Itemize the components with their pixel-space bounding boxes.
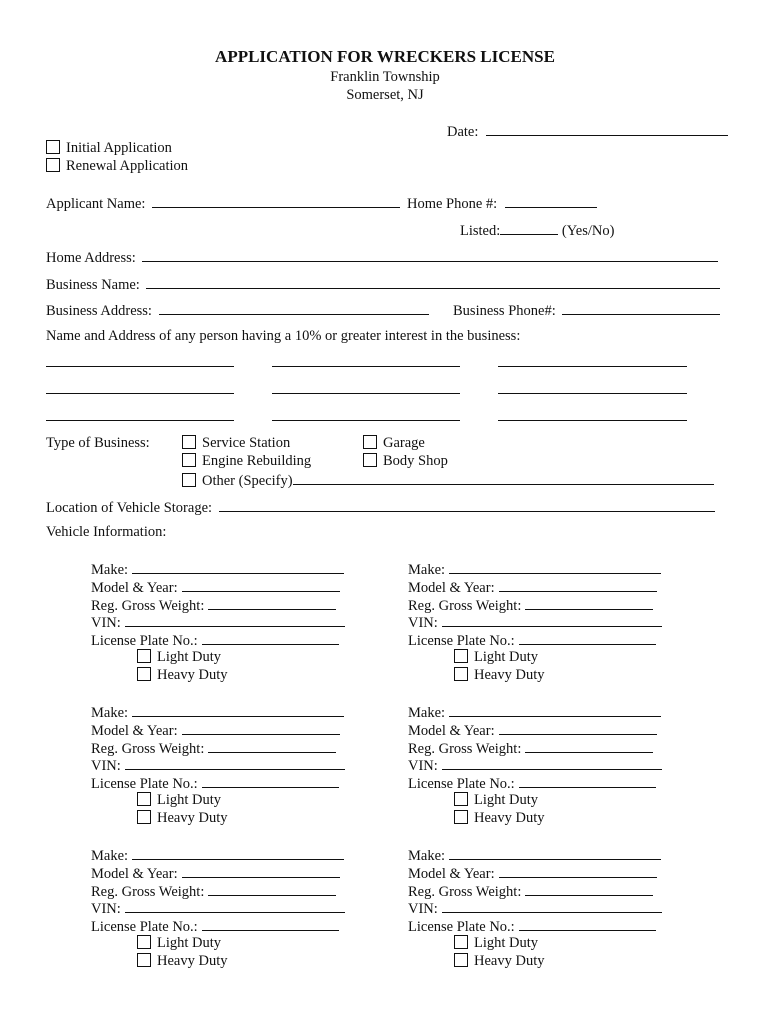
light-duty-label: Light Duty	[474, 649, 539, 665]
vin-label: VIN:	[91, 615, 121, 632]
garage-label: Garage	[383, 435, 425, 451]
business-name-label: Business Name:	[46, 277, 140, 293]
listed-row	[460, 220, 614, 240]
heavy-duty-label: Heavy Duty	[157, 952, 228, 969]
license-plate-field[interactable]	[202, 916, 339, 931]
applicant-name-label: Applicant Name:	[46, 196, 146, 212]
gross-weight-label: Reg. Gross Weight:	[408, 883, 522, 900]
business-type-label: Type of Business:	[46, 435, 150, 451]
business-phone-row	[453, 300, 720, 320]
license-plate-label: License Plate No.:	[408, 776, 515, 793]
interest-field[interactable]	[498, 366, 687, 367]
light-duty-checkbox[interactable]	[454, 935, 468, 949]
vehicle-info-label: Vehicle Information:	[46, 524, 167, 540]
initial-application-option[interactable]	[46, 139, 172, 157]
model-year-label: Model & Year:	[91, 865, 178, 882]
interest-field[interactable]	[498, 393, 687, 394]
heavy-duty-checkbox[interactable]	[454, 667, 468, 681]
other-specify-field[interactable]	[293, 470, 714, 485]
home-address-field[interactable]	[142, 247, 718, 262]
license-plate-label: License Plate No.:	[408, 633, 515, 650]
gross-weight-label: Reg. Gross Weight:	[408, 740, 522, 757]
make-label: Make:	[91, 705, 129, 721]
renewal-application-option[interactable]	[46, 157, 188, 175]
license-plate-label: License Plate No.:	[91, 919, 198, 936]
light-duty-checkbox[interactable]	[137, 649, 151, 663]
model-year-label: Model & Year:	[91, 722, 178, 739]
business-address-field[interactable]	[159, 300, 429, 315]
storage-field[interactable]	[219, 497, 715, 512]
gross-weight-field[interactable]	[208, 738, 336, 753]
business-address-row	[46, 300, 429, 320]
light-duty-label: Light Duty	[157, 649, 222, 665]
vin-field[interactable]	[442, 612, 662, 627]
body-shop-label: Body Shop	[383, 453, 448, 469]
other-label: Other (Specify)	[202, 473, 293, 489]
vin-field[interactable]	[125, 755, 345, 770]
home-address-row	[46, 247, 718, 267]
license-plate-label: License Plate No.:	[91, 776, 198, 793]
make-label: Make:	[408, 705, 446, 721]
model-year-field[interactable]	[499, 863, 657, 878]
vin-field[interactable]	[442, 755, 662, 770]
page-title: APPLICATION FOR WRECKERS LICENSE	[215, 47, 555, 66]
heavy-duty-option[interactable]	[454, 809, 544, 827]
interest-label: Name and Address of any person having a 10% or greater interest in the business:	[46, 328, 521, 344]
interest-field[interactable]	[272, 420, 460, 421]
make-field[interactable]	[132, 702, 344, 717]
light-duty-option[interactable]	[454, 648, 538, 666]
other-checkbox[interactable]	[182, 473, 196, 487]
license-plate-label: License Plate No.:	[91, 633, 198, 650]
vin-field[interactable]	[125, 612, 345, 627]
vin-label: VIN:	[408, 615, 438, 632]
township-location: Somerset, NJ	[346, 87, 424, 103]
light-duty-label: Light Duty	[474, 935, 539, 951]
license-plate-label: License Plate No.:	[408, 919, 515, 936]
gross-weight-label: Reg. Gross Weight:	[91, 740, 205, 757]
gross-weight-field[interactable]	[525, 595, 653, 610]
renewal-application-checkbox[interactable]	[46, 158, 60, 172]
heavy-duty-option[interactable]	[137, 666, 227, 684]
heavy-duty-checkbox[interactable]	[137, 667, 151, 681]
gross-weight-label: Reg. Gross Weight:	[91, 597, 205, 614]
heavy-duty-option[interactable]	[454, 952, 544, 970]
interest-field[interactable]	[272, 366, 460, 367]
light-duty-option[interactable]	[137, 791, 221, 809]
vin-label: VIN:	[91, 901, 121, 918]
heavy-duty-label: Heavy Duty	[474, 809, 545, 826]
model-year-label: Model & Year:	[91, 579, 178, 596]
body-shop-option[interactable]	[363, 452, 448, 470]
engine-rebuilding-checkbox[interactable]	[182, 453, 196, 467]
home-address-label: Home Address:	[46, 250, 136, 266]
make-field[interactable]	[132, 845, 344, 860]
garage-checkbox[interactable]	[363, 435, 377, 449]
garage-option[interactable]	[363, 434, 425, 452]
heavy-duty-checkbox[interactable]	[137, 953, 151, 967]
gross-weight-label: Reg. Gross Weight:	[408, 597, 522, 614]
license-plate-field[interactable]	[202, 630, 339, 645]
heavy-duty-option[interactable]	[454, 666, 544, 684]
vin-field[interactable]	[125, 898, 345, 913]
interest-field[interactable]	[46, 366, 234, 367]
heavy-duty-option[interactable]	[137, 952, 227, 970]
business-name-row	[46, 274, 720, 294]
date-field[interactable]	[486, 121, 728, 136]
business-phone-label: Business Phone#:	[453, 303, 556, 319]
make-field[interactable]	[449, 702, 661, 717]
vin-label: VIN:	[91, 758, 121, 775]
initial-application-checkbox[interactable]	[46, 140, 60, 154]
date-row	[447, 121, 728, 141]
light-duty-label: Light Duty	[157, 935, 222, 951]
make-field[interactable]	[132, 559, 344, 574]
township-name: Franklin Township	[330, 69, 440, 85]
interest-field[interactable]	[46, 393, 234, 394]
business-address-label: Business Address:	[46, 303, 152, 319]
model-year-field[interactable]	[182, 577, 340, 592]
gross-weight-field[interactable]	[208, 881, 336, 896]
heavy-duty-option[interactable]	[137, 809, 227, 827]
initial-application-label: Initial Application	[66, 140, 172, 156]
business-name-field[interactable]	[146, 274, 720, 289]
interest-field[interactable]	[272, 393, 460, 394]
listed-label: Listed:	[460, 223, 501, 239]
gross-weight-label: Reg. Gross Weight:	[91, 883, 205, 900]
light-duty-option[interactable]	[137, 648, 221, 666]
renewal-application-label: Renewal Application	[66, 158, 189, 174]
home-phone-label: Home Phone #:	[407, 196, 498, 212]
heavy-duty-label: Heavy Duty	[474, 952, 545, 969]
listed-field[interactable]	[500, 220, 558, 235]
listed-hint: (Yes/No)	[561, 223, 615, 239]
body-shop-checkbox[interactable]	[363, 453, 377, 467]
heavy-duty-label: Heavy Duty	[157, 666, 228, 683]
license-plate-field[interactable]	[519, 916, 656, 931]
light-duty-option[interactable]	[137, 934, 221, 952]
service-station-checkbox[interactable]	[182, 435, 196, 449]
other-option[interactable]	[182, 470, 714, 490]
engine-rebuilding-label: Engine Rebuilding	[202, 453, 312, 469]
license-plate-field[interactable]	[519, 773, 656, 788]
storage-row	[46, 497, 715, 517]
heavy-duty-checkbox[interactable]	[137, 810, 151, 824]
light-duty-label: Light Duty	[474, 792, 539, 808]
light-duty-checkbox[interactable]	[137, 792, 151, 806]
date-label: Date:	[447, 124, 479, 140]
vin-field[interactable]	[442, 898, 662, 913]
interest-field[interactable]	[498, 420, 687, 421]
license-plate-field[interactable]	[519, 630, 656, 645]
interest-field[interactable]	[46, 420, 234, 421]
model-year-field[interactable]	[499, 720, 657, 735]
light-duty-label: Light Duty	[157, 792, 222, 808]
make-label: Make:	[91, 562, 129, 578]
light-duty-option[interactable]	[454, 934, 538, 952]
model-year-label: Model & Year:	[408, 865, 495, 882]
license-plate-field[interactable]	[202, 773, 339, 788]
vin-label: VIN:	[408, 901, 438, 918]
model-year-label: Model & Year:	[408, 722, 495, 739]
model-year-field[interactable]	[182, 720, 340, 735]
make-label: Make:	[91, 848, 129, 864]
make-field[interactable]	[449, 559, 661, 574]
light-duty-option[interactable]	[454, 791, 538, 809]
light-duty-checkbox[interactable]	[454, 792, 468, 806]
applicant-name-field[interactable]	[152, 193, 400, 208]
home-phone-field[interactable]	[505, 193, 597, 208]
make-label: Make:	[408, 562, 446, 578]
heavy-duty-checkbox[interactable]	[454, 953, 468, 967]
engine-rebuilding-option[interactable]	[182, 452, 311, 470]
model-year-field[interactable]	[499, 577, 657, 592]
applicant-name-row	[46, 193, 400, 213]
model-year-field[interactable]	[182, 863, 340, 878]
gross-weight-field[interactable]	[525, 881, 653, 896]
heavy-duty-label: Heavy Duty	[157, 809, 228, 826]
make-label: Make:	[408, 848, 446, 864]
business-phone-field[interactable]	[562, 300, 720, 315]
make-field[interactable]	[449, 845, 661, 860]
home-phone-row	[407, 193, 597, 213]
service-station-option[interactable]	[182, 434, 290, 452]
model-year-label: Model & Year:	[408, 579, 495, 596]
light-duty-checkbox[interactable]	[454, 649, 468, 663]
heavy-duty-checkbox[interactable]	[454, 810, 468, 824]
service-station-label: Service Station	[202, 435, 291, 451]
gross-weight-field[interactable]	[208, 595, 336, 610]
light-duty-checkbox[interactable]	[137, 935, 151, 949]
gross-weight-field[interactable]	[525, 738, 653, 753]
heavy-duty-label: Heavy Duty	[474, 666, 545, 683]
storage-label: Location of Vehicle Storage:	[46, 500, 213, 516]
vin-label: VIN:	[408, 758, 438, 775]
